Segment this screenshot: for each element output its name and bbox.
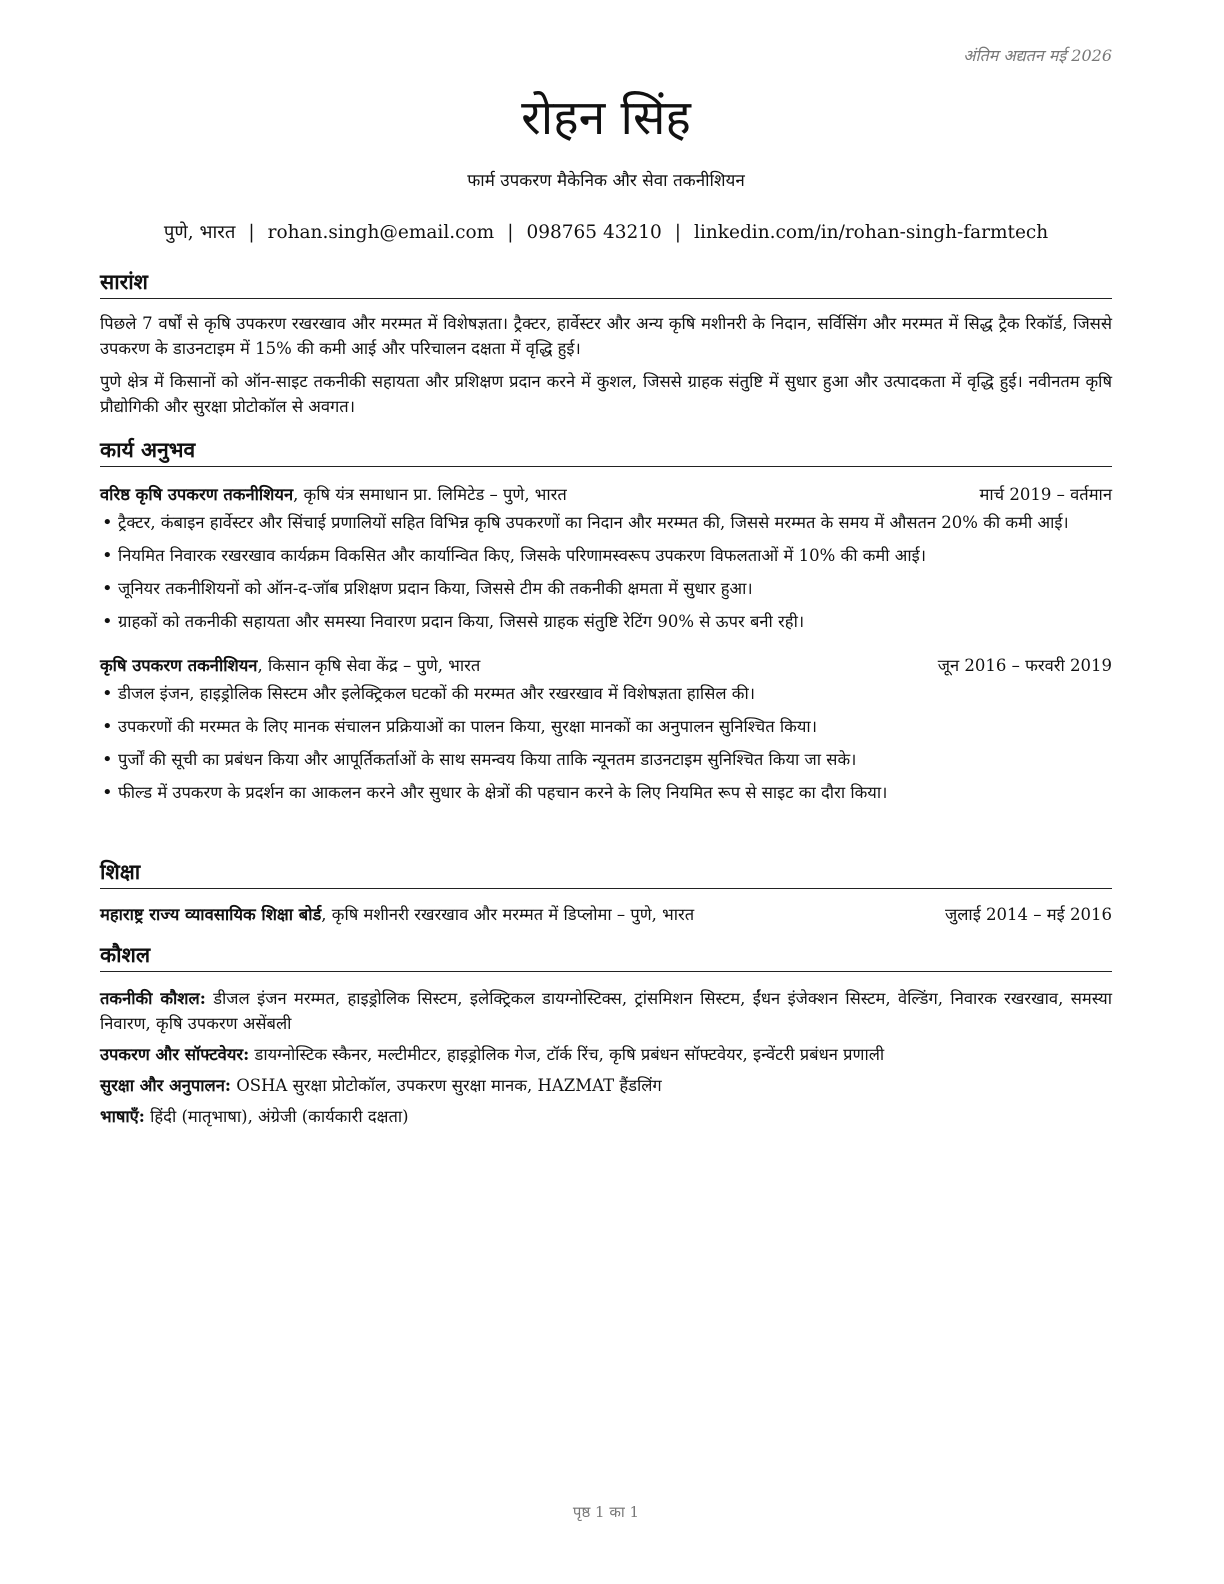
contact-separator: | [248, 222, 255, 243]
education-details: , कृषि मशीनरी रखरखाव और मरम्मत में डिप्लोमा – पुणे, भारत [321, 905, 695, 925]
list-item: • फील्ड में उपकरण के प्रदर्शन का आकलन करने और सुधार के क्षेत्रों की पहचान करने के लिए नियमित रूप से साइट का दौरा किया। [100, 781, 1112, 805]
summary-paragraph: पुणे क्षेत्र में किसानों को ऑन-साइट तकनीकी सहायता और प्रशिक्षण प्रदान करने में कुशल, जिससे ग्राहक संतुष्टि में सुधार हुआ और उत्पादकता में वृद्धि हुई। नवीनतम कृषि प्रौद्योगिकी और सुरक्षा प्रोटोकॉल से अवगत। [100, 372, 1112, 417]
skill-group-text: डीजल इंजन मरम्मत, हाइड्रोलिक सिस्टम, इलेक्ट्रिकल डायग्नोस्टिक्स, ट्रांसमिशन सिस्टम, ईंधन इंजेक्शन सिस्टम, वेल्डिंग, निवारक रखरखाव, समस्या निवारण, कृषि उपकरण असेंबली [100, 989, 1112, 1034]
job-title: फार्म उपकरण मैकेनिक और सेवा तकनीशियन [467, 171, 745, 191]
list-item: • डीजल इंजन, हाइड्रोलिक सिस्टम और इलेक्ट्रिकल घटकों की मरम्मत और रखरखाव में विशेषज्ञता हासिल की। [100, 682, 1112, 706]
skill-group-label: सुरक्षा और अनुपालन: [100, 1076, 231, 1096]
skill-group [100, 1073, 1112, 1098]
skill-group-label: तकनीकी कौशल: [100, 989, 206, 1009]
education-dates: जुलाई 2014 – मई 2016 [945, 905, 1112, 925]
job-bullet-list [100, 682, 1112, 805]
skills-list [100, 986, 1112, 1129]
education-heading: शिक्षा [100, 860, 1112, 889]
list-item: • उपकरणों की मरम्मत के लिए मानक संचालन प्रक्रियाओं का पालन किया, सुरक्षा मानकों का अनुपालन सुनिश्चित किया। [100, 715, 1112, 739]
list-item: • जूनियर तकनीशियनों को ऑन-द-जॉब प्रशिक्षण प्रदान किया, जिससे टीम की तकनीकी क्षमता में सुधार हुआ। [100, 577, 1112, 601]
list-item: • पुर्जों की सूची का प्रबंधन किया और आपूर्तिकर्ताओं के साथ समन्वय किया ताकि न्यूनतम डाउनटाइम सुनिश्चित किया जा सके। [100, 748, 1112, 772]
skill-group [100, 1042, 1112, 1067]
contact-email-link[interactable]: rohan.singh@email.com [267, 222, 495, 243]
candidate-name: रोहन सिंह [521, 90, 691, 146]
job-dates: जून 2016 – फरवरी 2019 [937, 656, 1112, 676]
skill-group-label: उपकरण और सॉफ्टवेयर: [100, 1045, 250, 1065]
summary-section [100, 270, 1112, 419]
education-entry [100, 903, 1112, 927]
contact-separator: | [674, 222, 682, 243]
job-bullet-list [100, 511, 1112, 634]
experience-section [100, 438, 1112, 814]
resume-page [100, 0, 1112, 1584]
education-institution: महाराष्ट्र राज्य व्यावसायिक शिक्षा बोर्ड [100, 905, 322, 925]
skill-group-text: OSHA सुरक्षा प्रोटोकॉल, उपकरण सुरक्षा मानक, HAZMAT हैंडलिंग [230, 1076, 662, 1096]
contact-line [100, 219, 1112, 244]
job-header [100, 483, 1112, 507]
job-header [100, 654, 1112, 678]
job-role: वरिष्ठ कृषि उपकरण तकनीशियन [100, 485, 294, 505]
skill-group-label: भाषाएँ: [100, 1107, 145, 1127]
skills-section [100, 943, 1112, 1135]
skill-group [100, 1104, 1112, 1129]
job-role: कृषि उपकरण तकनीशियन [100, 656, 258, 676]
contact-separator: | [507, 222, 514, 243]
contact-linkedin-link[interactable]: linkedin.com/in/rohan-singh-farmtech [694, 222, 1049, 243]
skills-heading: कौशल [100, 943, 1112, 972]
experience-heading: कार्य अनुभव [100, 438, 1112, 467]
skill-group-text: हिंदी (मातृभाषा), अंग्रेजी (कार्यकारी दक्षता) [144, 1107, 409, 1127]
skill-group [100, 986, 1112, 1036]
job-role-line [100, 483, 567, 507]
page-number: पृष्ठ 1 का 1 [572, 1503, 640, 1521]
contact-phone: 098765 43210 [526, 222, 662, 243]
job-employer: , किसान कृषि सेवा केंद्र – पुणे, भारत [257, 656, 481, 676]
education-line [100, 903, 694, 927]
education-section [100, 860, 1112, 927]
skill-group-text: डायग्नोस्टिक स्कैनर, मल्टीमीटर, हाइड्रोलिक गेज, टॉर्क रिंच, कृषि प्रबंधन सॉफ्टवेयर, इन्वेंटरी प्रबंधन प्रणाली [249, 1045, 885, 1065]
list-item: • ट्रैक्टर, कंबाइन हार्वेस्टर और सिंचाई प्रणालियों सहित विभिन्न कृषि उपकरणों का निदान और मरम्मत की, जिससे मरम्मत के समय में औसतन 20% की कमी आई। [100, 511, 1112, 535]
job-employer: , कृषि यंत्र समाधान प्रा. लिमिटेड – पुणे, भारत [293, 485, 567, 505]
summary-heading: सारांश [100, 270, 1112, 299]
job-dates: मार्च 2019 – वर्तमान [979, 485, 1112, 505]
job-role-line [100, 654, 480, 678]
contact-location: पुणे, भारत [163, 222, 236, 243]
list-item: • ग्राहकों को तकनीकी सहायता और समस्या निवारण प्रदान किया, जिससे ग्राहक संतुष्टि रेटिंग 90% से ऊपर बनी रही। [100, 610, 1112, 634]
last-updated: अंतिम अद्यतन मई 2026 [963, 46, 1112, 65]
list-item: • नियमित निवारक रखरखाव कार्यक्रम विकसित और कार्यान्वित किए, जिसके परिणामस्वरूप उपकरण विफलताओं में 10% की कमी आई। [100, 544, 1112, 568]
summary-paragraph: पिछले 7 वर्षों से कृषि उपकरण रखरखाव और मरम्मत में विशेषज्ञता। ट्रैक्टर, हार्वेस्टर और अन्य कृषि मशीनरी के निदान, सर्विसिंग और मरम्मत में सिद्ध ट्रैक रिकॉर्ड, जिससे उपकरण के डाउनटाइम में 15% की कमी आई और परिचालन दक्षता में वृद्धि हुई। [100, 314, 1112, 359]
